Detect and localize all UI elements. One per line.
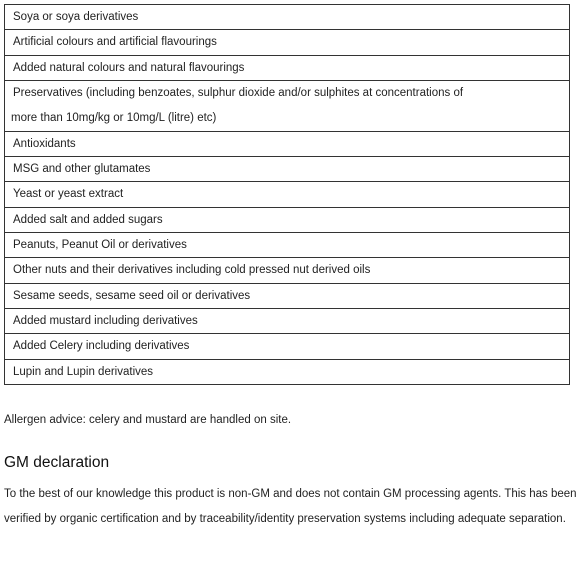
table-cell: Added Celery including derivatives: [5, 334, 570, 359]
preservatives-line-1: Preservatives (including benzoates, sulphur dioxide and/or sulphites at concentrations of: [13, 86, 464, 99]
table-row: [5, 308, 570, 333]
table-row: [5, 131, 570, 156]
table-cell: Soya or soya derivatives: [5, 5, 570, 30]
preservatives-line-2: more than 10mg/kg or 10mg/L (litre) etc): [11, 111, 217, 124]
table-cell: Peanuts, Peanut Oil or derivatives: [5, 233, 570, 258]
table-row: [5, 359, 570, 384]
table-row: [5, 80, 570, 131]
table-cell: Other nuts and their derivatives including cold pressed nut derived oils: [5, 258, 570, 283]
allergen-advice: Allergen advice: celery and mustard are handled on site.: [4, 414, 292, 426]
table-cell: Sesame seeds, sesame seed oil or derivatives: [5, 283, 570, 308]
table-cell: Lupin and Lupin derivatives: [5, 359, 570, 384]
table-row: [5, 283, 570, 308]
table-cell: Artificial colours and artificial flavourings: [5, 30, 570, 55]
table-cell: Added natural colours and natural flavourings: [5, 55, 570, 80]
table-row: [5, 55, 570, 80]
table-row: [5, 157, 570, 182]
allergen-table: [4, 4, 570, 385]
allergen-table-container: [4, 4, 570, 385]
table-row: [5, 5, 570, 30]
table-cell: Yeast or yeast extract: [5, 182, 570, 207]
gm-declaration-text: To the best of our knowledge this product is non-GM and does not contain GM processing agents. This has been verified by organic certification and by traceability/identity preservation systems including adequate separation.: [4, 488, 577, 525]
table-row: [5, 30, 570, 55]
table-row: [5, 207, 570, 232]
table-row: [5, 182, 570, 207]
table-row: [5, 334, 570, 359]
table-cell-preservatives: [5, 80, 570, 131]
table-row: [5, 258, 570, 283]
table-cell: Added mustard including derivatives: [5, 308, 570, 333]
table-cell: MSG and other glutamates: [5, 157, 570, 182]
table-row: [5, 233, 570, 258]
table-cell: Antioxidants: [5, 131, 570, 156]
gm-heading: GM declaration: [4, 454, 110, 471]
table-cell: Added salt and added sugars: [5, 207, 570, 232]
